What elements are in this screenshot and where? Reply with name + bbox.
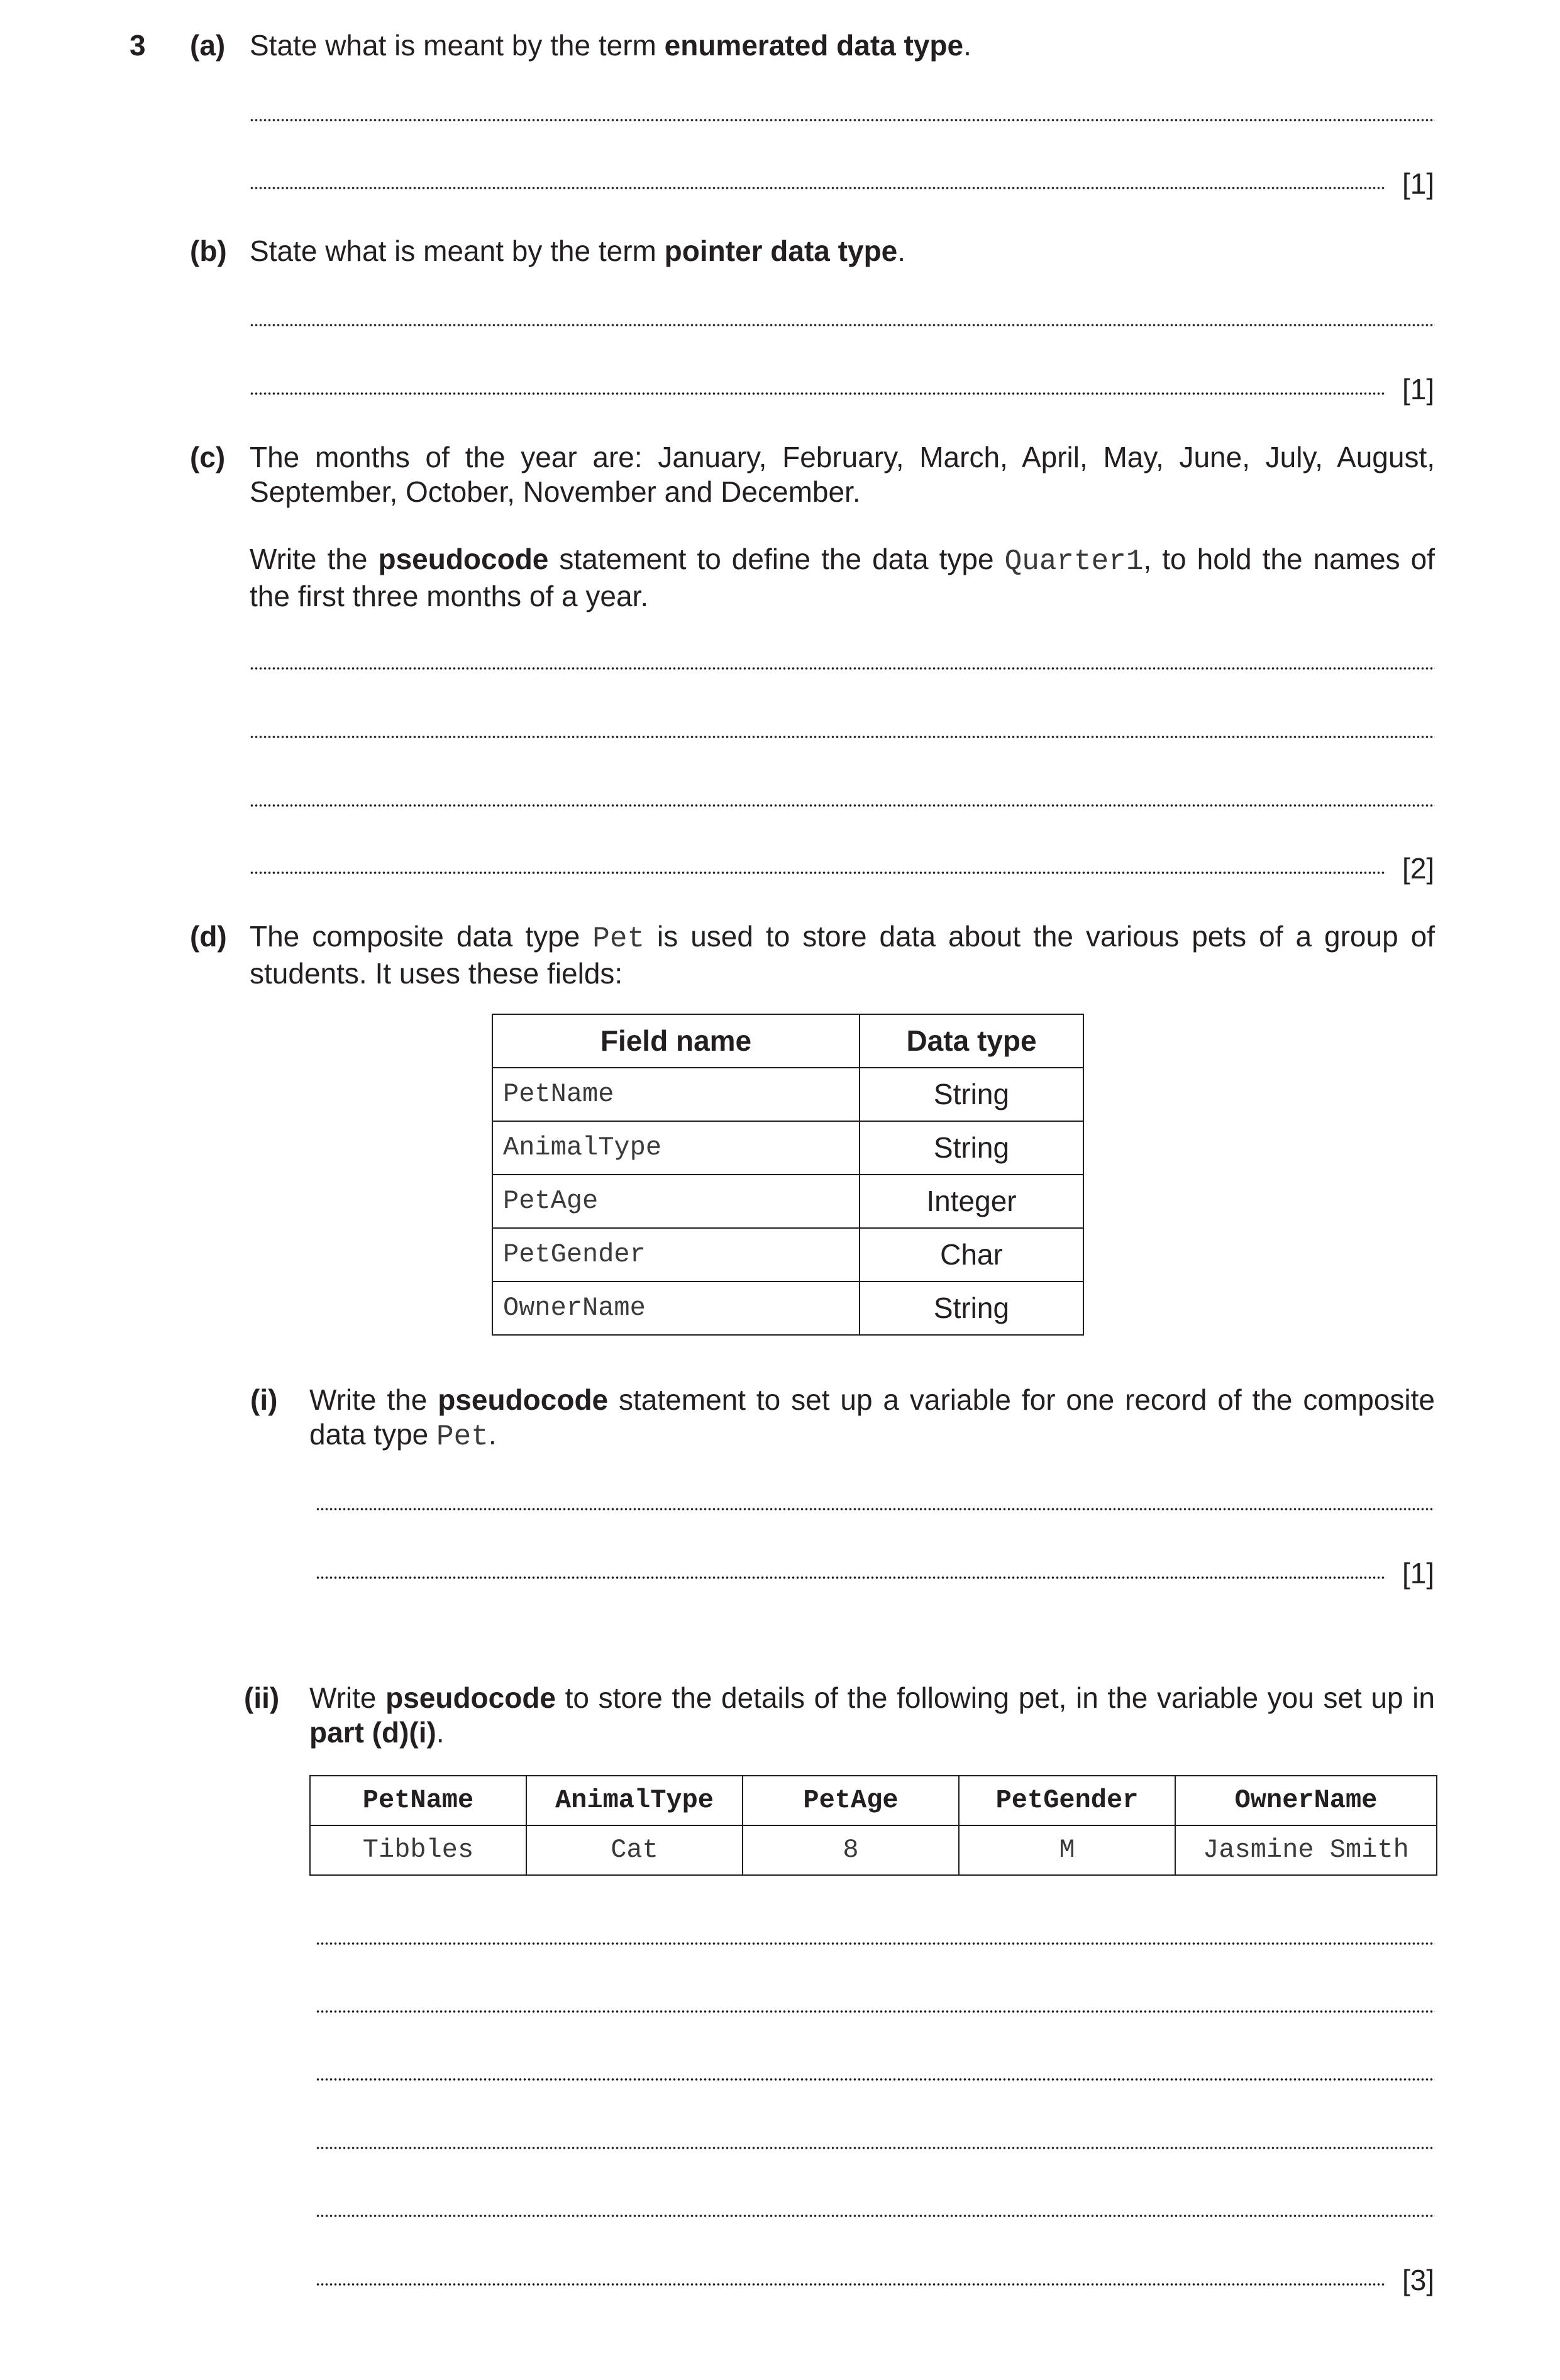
table-cell: Tibbles	[310, 1825, 526, 1875]
data-type-cell: Char	[860, 1228, 1083, 1281]
table-header-cell: PetGender	[959, 1776, 1175, 1825]
part-d-i-question	[309, 1383, 1435, 1454]
answer-line[interactable]	[316, 1508, 1435, 1510]
part-c-instr-middle: statement to define the data type	[548, 543, 1005, 575]
answer-line[interactable]	[250, 872, 1385, 874]
field-name-cell: PetAge	[492, 1175, 860, 1228]
part-b-text-before: State what is meant by the term	[250, 235, 665, 267]
part-c-instruction	[250, 542, 1435, 614]
table-cell: Jasmine Smith	[1175, 1825, 1437, 1875]
part-b-marks: [1]	[1402, 373, 1435, 406]
table-header-cell: PetAge	[743, 1776, 959, 1825]
part-d-ii-text-before: Write	[309, 1681, 386, 1714]
field-name-cell: PetGender	[492, 1228, 860, 1281]
table-header-cell: AnimalType	[526, 1776, 743, 1825]
table-header-row	[310, 1776, 1437, 1825]
part-d-ii-label: (ii)	[244, 1681, 280, 1714]
part-d-i-label: (i)	[250, 1383, 278, 1416]
answer-line[interactable]	[316, 2283, 1385, 2286]
answer-line[interactable]	[250, 667, 1435, 670]
answer-line[interactable]	[250, 804, 1435, 807]
table-row	[492, 1281, 1083, 1335]
answer-line[interactable]	[250, 736, 1435, 738]
part-b-question	[250, 234, 1435, 268]
answer-line[interactable]	[316, 1576, 1385, 1579]
part-d-ii-question	[309, 1681, 1435, 1750]
part-b-label: (b)	[190, 235, 227, 267]
table-header-cell: PetName	[310, 1776, 526, 1825]
part-c-label: (c)	[190, 441, 226, 473]
part-d-ii-bold: pseudocode	[385, 1681, 556, 1714]
part-d-label: (d)	[190, 920, 227, 953]
table-header-cell: OwnerName	[1175, 1776, 1437, 1825]
field-name-cell: OwnerName	[492, 1281, 860, 1335]
part-a-label: (a)	[190, 29, 226, 62]
table-cell: M	[959, 1825, 1175, 1875]
field-name-cell: AnimalType	[492, 1121, 860, 1175]
part-d-i-code: Pet	[436, 1420, 489, 1453]
part-d-ii-marks: [3]	[1402, 2264, 1435, 2296]
answer-line[interactable]	[316, 2215, 1435, 2217]
part-d-intro	[250, 919, 1435, 991]
part-d-i-text-after: .	[488, 1418, 497, 1451]
part-a-text-before: State what is meant by the term	[250, 29, 665, 62]
table-header-row	[492, 1014, 1083, 1068]
part-a-text-after: .	[963, 29, 971, 62]
table-cell: Cat	[526, 1825, 743, 1875]
field-name-cell: PetName	[492, 1068, 860, 1121]
part-c-instr-bold: pseudocode	[378, 543, 549, 575]
answer-line[interactable]	[316, 2010, 1435, 2013]
table-header-cell: Data type	[860, 1014, 1083, 1068]
data-type-cell: String	[860, 1068, 1083, 1121]
part-a-term: enumerated data type	[664, 29, 964, 62]
part-c-instr-after: , to hold the names of the first three months of a year.	[250, 543, 1436, 612]
answer-line[interactable]	[250, 324, 1435, 326]
part-d-intro-after: is used to store data about the various pets of a group of students. It uses these fields:	[250, 920, 1435, 990]
part-b-term: pointer data type	[664, 235, 898, 267]
table-row	[492, 1121, 1083, 1175]
answer-line[interactable]	[316, 2147, 1435, 2149]
part-d-i-text-before: Write the	[309, 1383, 438, 1416]
table-row	[492, 1068, 1083, 1121]
fields-table	[492, 1014, 1084, 1336]
data-type-cell: String	[860, 1121, 1083, 1175]
data-type-cell: Integer	[860, 1175, 1083, 1228]
part-a-marks: [1]	[1402, 167, 1435, 200]
part-d-intro-code: Pet	[592, 922, 645, 955]
part-c-instr-code: Quarter1	[1004, 545, 1144, 578]
part-d-i-text-middle: statement to set up a variable for one record of the composite data type	[309, 1383, 1436, 1451]
answer-line[interactable]	[316, 2078, 1435, 2081]
table-header-cell: Field name	[492, 1014, 860, 1068]
part-d-ii-text-after: .	[436, 1716, 445, 1749]
answer-line[interactable]	[316, 1942, 1435, 1945]
table-row	[492, 1175, 1083, 1228]
part-c-intro: The months of the year are: January, February, March, April, May, June, July, August, September, October, November and December.	[250, 441, 1435, 508]
part-d-i-bold: pseudocode	[438, 1383, 609, 1416]
part-a-question	[250, 28, 1435, 63]
part-d-i-marks: [1]	[1402, 1557, 1435, 1590]
question-number: 3	[130, 29, 146, 62]
table-cell: 8	[743, 1825, 959, 1875]
pet-details-table	[309, 1775, 1437, 1876]
answer-line[interactable]	[250, 187, 1385, 189]
part-c-instr-before: Write the	[250, 543, 379, 575]
answer-line[interactable]	[250, 392, 1385, 395]
part-c-marks: [2]	[1402, 852, 1435, 885]
part-d-ii-text-middle: to store the details of the following pet, in the variable you set up in	[556, 1681, 1435, 1714]
part-d-intro-before: The composite data type	[250, 920, 593, 953]
part-d-ii-bold2: part (d)(i)	[309, 1716, 436, 1749]
part-b-text-after: .	[897, 235, 906, 267]
answer-line[interactable]	[250, 119, 1435, 121]
table-row	[492, 1228, 1083, 1281]
table-row	[310, 1825, 1437, 1875]
data-type-cell: String	[860, 1281, 1083, 1335]
